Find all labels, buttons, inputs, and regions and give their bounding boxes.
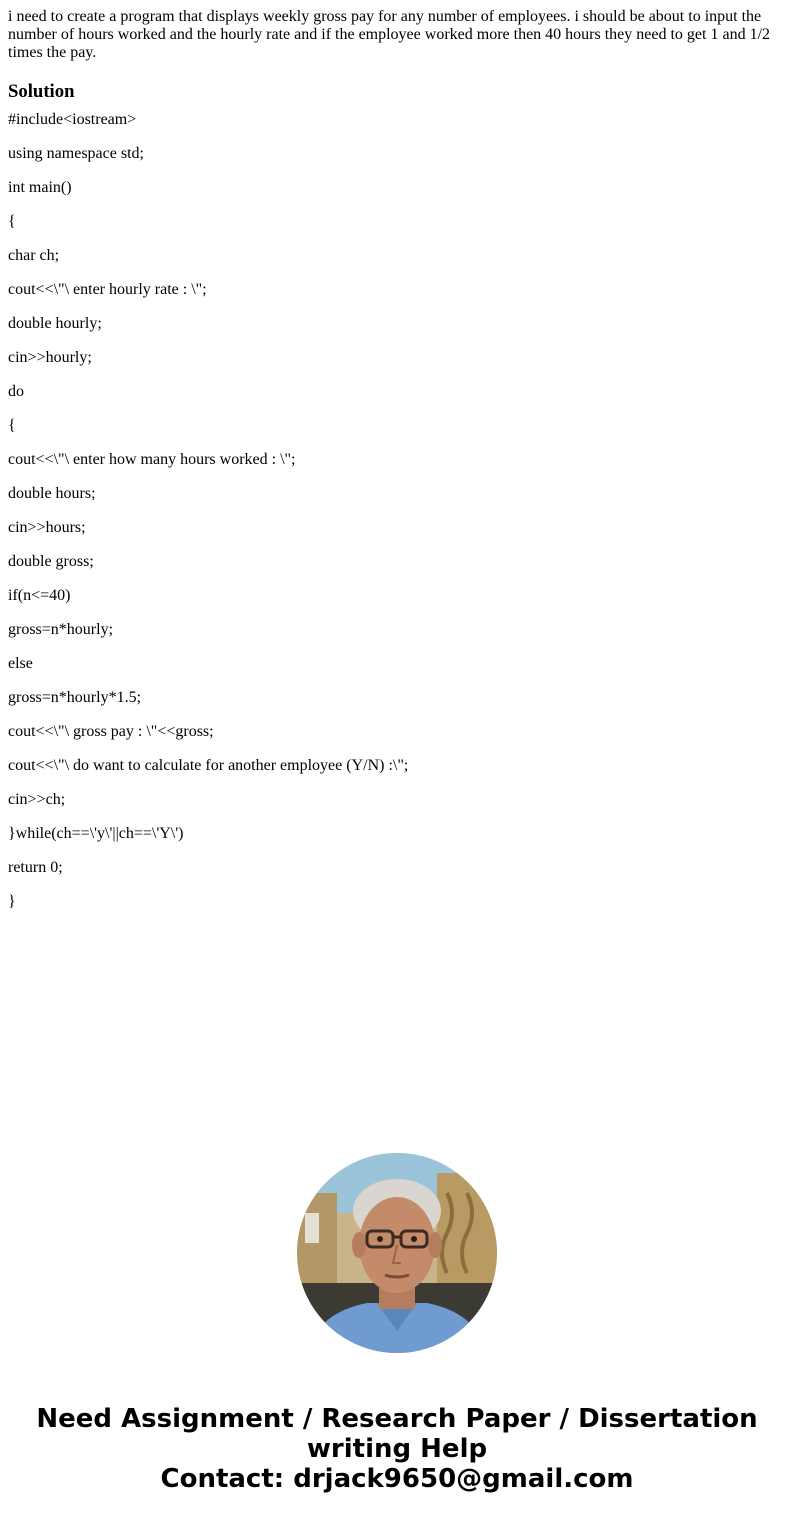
code-line: #include<iostream> bbox=[8, 111, 137, 128]
promo-contact: Contact: drjack9650@gmail.com bbox=[160, 1464, 634, 1494]
code-line: return 0; bbox=[8, 859, 63, 876]
code-line: cout<<\"\ gross pay : \"<<gross; bbox=[8, 723, 214, 740]
code-line: double gross; bbox=[8, 553, 94, 570]
code-line: if(n<=40) bbox=[8, 587, 71, 604]
question-text: i need to create a program that displays weekly gross pay for any number of employees. i should be about to input the number of hours worked and the hourly rate and if the employee worked more then 40 hours they need to get 1 and 1/2 times the pay. bbox=[8, 8, 771, 61]
code-line: char ch; bbox=[8, 247, 60, 264]
code-line: double hourly; bbox=[8, 315, 102, 332]
promo-banner bbox=[0, 1404, 794, 1494]
avatar bbox=[297, 1153, 497, 1353]
code-line: cin>>ch; bbox=[8, 791, 66, 808]
code-line: { bbox=[8, 417, 16, 434]
code-line: cout<<\"\ enter how many hours worked : \"; bbox=[8, 451, 296, 468]
code-line: cin>>hours; bbox=[8, 519, 86, 536]
code-line: else bbox=[8, 655, 33, 672]
code-line: }while(ch==\'y\'||ch==\'Y\') bbox=[8, 825, 184, 842]
code-line: gross=n*hourly*1.5; bbox=[8, 689, 142, 706]
promo-line: writing Help bbox=[306, 1434, 488, 1464]
code-line: gross=n*hourly; bbox=[8, 621, 114, 638]
code-line: double hours; bbox=[8, 485, 96, 502]
solution-heading: Solution bbox=[8, 81, 75, 102]
code-line: using namespace std; bbox=[8, 145, 144, 162]
code-line: } bbox=[8, 893, 16, 910]
code-line: cin>>hourly; bbox=[8, 349, 92, 366]
code-line: cout<<\"\ do want to calculate for another employee (Y/N) :\"; bbox=[8, 757, 409, 774]
promo-line: Need Assignment / Research Paper / Dissertation bbox=[36, 1404, 758, 1434]
code-line: { bbox=[8, 213, 16, 230]
code-line: int main() bbox=[8, 179, 72, 196]
code-line: do bbox=[8, 383, 24, 400]
code-line: cout<<\"\ enter hourly rate : \"; bbox=[8, 281, 207, 298]
person-portrait-icon bbox=[297, 1153, 497, 1353]
code-block bbox=[8, 111, 786, 911]
